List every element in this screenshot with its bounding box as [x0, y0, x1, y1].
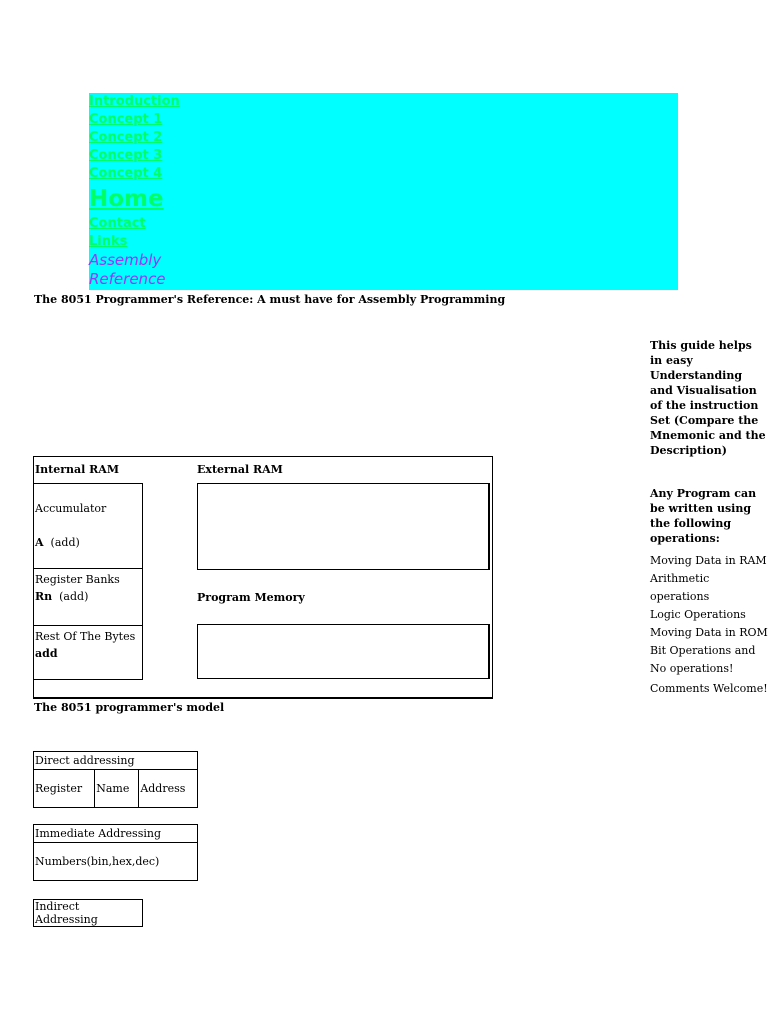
sidebar-operation-item: Moving Data in ROM: [650, 626, 768, 639]
programmers-model-box: [33, 456, 493, 699]
immediate-addressing-table: [33, 824, 198, 881]
immediate-addressing-cell: Numbers(bin,hex,dec): [34, 843, 198, 881]
external-ram-area: [197, 483, 490, 570]
indirect-addressing-table: [33, 899, 143, 927]
direct-addressing-title: Direct addressing: [34, 752, 198, 770]
sidebar-operation-item: Logic Operations: [650, 608, 746, 621]
immediate-addressing-title: Immediate Addressing: [34, 825, 198, 843]
accumulator-cell: [33, 483, 143, 569]
program-memory-area: [197, 624, 490, 679]
sidebar-comments: Comments Welcome!: [650, 682, 768, 695]
sidebar-operation-item: Moving Data in RAM: [650, 554, 767, 567]
accumulator-reg-name: A: [35, 536, 44, 549]
sidebar-operation-item: Arithmetic operations: [650, 572, 710, 603]
register-banks-register: [35, 590, 88, 603]
sidebar-intro: This guide helps in easy Understanding and Visualisation of the instruction Set (Compare the Mnemonic and the Description): [650, 339, 766, 457]
rest-of-bytes-label: Rest Of The Bytes: [35, 630, 136, 643]
page-heading: The 8051 Programmer's Reference: A must have for Assembly Programming: [34, 293, 506, 306]
rest-of-bytes-cell: [33, 625, 143, 680]
programmers-model-caption: The 8051 programmer's model: [34, 701, 225, 714]
register-banks-mode: (add): [59, 590, 89, 603]
accumulator-label: Accumulator: [35, 502, 107, 515]
program-memory-label: Program Memory: [197, 591, 305, 604]
external-ram-label: External RAM: [197, 463, 283, 476]
nav-link-contact[interactable]: Contact: [89, 216, 146, 231]
nav-link-concept-2[interactable]: Concept 2: [89, 130, 163, 145]
nav-link-concept-1[interactable]: Concept 1: [89, 112, 163, 127]
indirect-addressing-title: Indirect Addressing: [34, 900, 143, 927]
direct-addressing-cell: Register: [34, 770, 95, 808]
sidebar-operations-list: [650, 552, 768, 678]
internal-ram-label: Internal RAM: [35, 463, 120, 476]
sidebar-operation-item: Bit Operations and: [650, 644, 756, 657]
nav-link-home[interactable]: Home: [89, 186, 164, 212]
register-banks-label: Register Banks: [35, 573, 120, 586]
nav-bar: [89, 93, 678, 290]
register-banks-reg-name: Rn: [35, 590, 53, 603]
nav-link-concept-3[interactable]: Concept 3: [89, 148, 163, 163]
direct-addressing-cell: Name: [95, 770, 139, 808]
rest-of-bytes-mode: add: [35, 647, 58, 660]
nav-link-assembly[interactable]: Assembly: [89, 251, 162, 269]
nav-link-introduction[interactable]: Introduction: [89, 94, 180, 109]
sidebar-operation-item: No operations!: [650, 662, 734, 675]
accumulator-register: [35, 536, 80, 549]
sidebar-operations-title: Any Program can be written using the following operations:: [650, 487, 757, 545]
register-banks-cell: [33, 568, 143, 626]
accumulator-mode: (add): [50, 536, 80, 549]
direct-addressing-table: [33, 751, 198, 808]
direct-addressing-cell: Address: [139, 770, 198, 808]
nav-link-concept-4[interactable]: Concept 4: [89, 166, 163, 181]
nav-link-reference[interactable]: Reference: [89, 270, 166, 288]
nav-link-links[interactable]: Links: [89, 234, 128, 249]
